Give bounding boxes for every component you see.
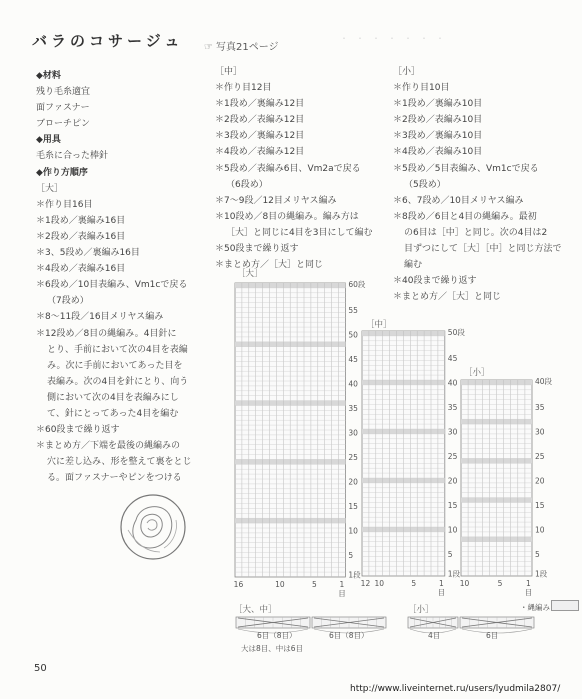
cable-legend-label: ・縄編み — [520, 603, 550, 612]
instruction-line: ＊12段め／8目の縄編み。4目針に — [36, 328, 177, 339]
instruction-line: 編む — [404, 260, 423, 271]
instruction-line: ＊40段まで繰り返す — [393, 276, 477, 287]
instruction-line: ＊5段め／5目表編み、Vm1cで戻る — [393, 163, 539, 174]
medium-row-tick-label: 40 — [447, 378, 458, 388]
cable-left-count: 6目（8目） — [257, 631, 297, 640]
large-row-tick-label: 25 — [348, 452, 358, 462]
large-row-tick-label: 10 — [348, 526, 358, 536]
small-row-tick-label: 20 — [535, 476, 545, 486]
instruction-line: ＊2段め／表編み12目 — [215, 115, 305, 126]
small-row-tick-label: 1段 — [535, 569, 548, 579]
instruction-line: ＊3段め／裏編み10目 — [393, 131, 483, 142]
instruction-line: ◆作り方順序 — [36, 167, 88, 178]
instruction-line: ＊10段め／8目の縄編み。編み方は — [215, 211, 359, 222]
instruction-line: 目ずつにして［大］［中］と同じ方法で — [404, 244, 562, 255]
small-col-tick-label: 10 — [459, 579, 470, 588]
large-col-tick-label: 10 — [275, 580, 285, 589]
medium-row-tick-label: 10 — [447, 525, 458, 535]
medium-col-unit: 目 — [437, 588, 446, 597]
large-row-tick-label: 35 — [348, 403, 358, 413]
large-row-tick-label: 45 — [348, 354, 358, 364]
instruction-line: ◆用具 — [36, 135, 61, 146]
instruction-line: ◆材料 — [36, 71, 61, 81]
cable-small-left-count: 4目 — [428, 631, 441, 640]
instruction-line: ＊4段め／表編み12目 — [215, 147, 305, 158]
instruction-line: ＊7～9段／12目メリヤス編み — [215, 195, 337, 206]
instruction-line: み。次に手前においてあった目を — [47, 360, 183, 371]
instruction-line: ＊3段め／裏編み12目 — [215, 131, 305, 142]
large-row-tick-label: 20 — [348, 477, 358, 487]
instruction-line: ＊1段め／裏編み12目 — [215, 99, 305, 110]
large-row-tick-label: 1段 — [348, 570, 361, 580]
small-col-tick-label: 1 — [526, 579, 531, 588]
instruction-line: 毛糸に合った棒針 — [36, 151, 109, 162]
large-row-tick-label: 40 — [348, 379, 358, 389]
instruction-line: （7段め） — [47, 296, 89, 307]
instruction-line: とり、手前において次の4目を表編 — [47, 344, 188, 355]
instruction-line: ［小］ — [393, 67, 421, 77]
chart-large-label: ［大］ — [237, 269, 263, 279]
medium-col-tick-label: 1 — [438, 579, 444, 588]
page-number: 50 — [34, 663, 47, 674]
page-title: バラのコサージュ — [32, 32, 184, 50]
small-row-tick-label: 10 — [535, 525, 545, 535]
faded-header-fragment: ・・・・・・・ — [340, 34, 452, 43]
instruction-line: ［大］ — [36, 183, 64, 194]
instruction-line: ＊60段まで繰り返す — [36, 425, 120, 436]
small-row-tick-label: 5 — [535, 549, 540, 559]
small-row-tick-label: 25 — [535, 451, 545, 461]
instruction-line: ＊2段め／表編み10目 — [393, 115, 483, 126]
instruction-line: ＊3、5段め／裏編み16目 — [36, 248, 140, 259]
instruction-line: ＊まとめ方／下端を最後の縄編みの — [36, 441, 181, 452]
chart-medium-label: ［中］ — [366, 320, 392, 330]
medium-row-tick-label: 20 — [447, 476, 458, 486]
small-row-tick-label: 30 — [535, 427, 545, 437]
medium-col-tick-label: 12 — [360, 579, 371, 588]
instruction-line: ブローチピン — [36, 119, 91, 130]
instruction-line: ＊4段め／表編み10目 — [393, 147, 483, 158]
medium-top-row-label: 50段 — [447, 328, 465, 337]
instruction-line: ＊まとめ方／［大］と同じ — [393, 292, 502, 303]
medium-row-tick-label: 1段 — [447, 569, 461, 579]
cable-small-right-count: 6目 — [486, 631, 499, 640]
instruction-line: ＊1段め／裏編み10目 — [393, 99, 483, 110]
instruction-line: ［大］と同じに4目を3目にして編む — [226, 227, 373, 238]
large-top-row-label: 60段 — [348, 280, 366, 289]
cable-diagram-small-label: ［小］ — [408, 605, 434, 615]
instruction-line: の6目は［中］と同じ。次の4目は2 — [404, 227, 548, 238]
medium-row-tick-label: 15 — [447, 500, 458, 510]
large-row-tick-label: 30 — [348, 428, 358, 438]
medium-row-tick-label: 25 — [447, 451, 458, 461]
medium-row-tick-label: 35 — [447, 402, 458, 412]
instruction-line: ＊1段め／裏編み16目 — [36, 215, 126, 226]
instruction-line: 残り毛糸適宜 — [36, 87, 91, 98]
instruction-line: 面ファスナー — [36, 103, 90, 114]
instruction-line: ＊まとめ方／［大］と同じ — [215, 260, 324, 271]
instruction-line: ＊5段め／表編み6目、Vm2aで戻る — [215, 163, 361, 174]
instruction-line: ＊6、7段め／10目メリヤス編み — [393, 195, 524, 206]
cable-note: 大は8目、中は6目 — [241, 644, 304, 653]
cable-right-count: 6目（8目） — [329, 631, 369, 640]
instruction-line: ［中］ — [215, 67, 243, 77]
medium-row-tick-label: 45 — [447, 353, 458, 363]
instruction-line: ＊2段め／表編み16目 — [36, 231, 126, 242]
footer-url: http://www.liveinternet.ru/users/lyudmila2807/ — [350, 684, 561, 694]
instruction-line: 穴に差し込み、形を整えて裏をとじ — [47, 457, 192, 468]
large-col-unit: 目 — [338, 589, 346, 598]
large-row-tick-label: 50 — [348, 330, 358, 340]
chart-small-label: ［小］ — [464, 368, 490, 378]
cable-legend-swatch — [551, 600, 579, 611]
instruction-line: ＊作り目10目 — [393, 83, 450, 94]
medium-col-tick-label: 5 — [411, 579, 417, 588]
instruction-line: て、針にとってあった4目を編む — [47, 408, 179, 419]
large-col-tick-label: 1 — [339, 580, 345, 589]
instruction-line: ＊50段まで繰り返す — [215, 244, 299, 255]
small-col-tick-label: 5 — [497, 579, 503, 588]
instruction-line: ＊4段め／表編み16目 — [36, 264, 126, 275]
cable-diagram-large-medium-label: ［大、中］ — [234, 605, 277, 615]
instruction-line: （6段め） — [226, 179, 268, 190]
instruction-line: ＊作り目12目 — [215, 83, 272, 94]
pointing-hand-icon: ☞ — [204, 42, 213, 53]
instruction-line: ＊6段め／10目表編み、Vm1cで戻る — [36, 280, 188, 291]
instruction-line: る。面ファスナーやピンをつける — [47, 473, 182, 484]
small-row-tick-label: 35 — [535, 402, 545, 412]
medium-row-tick-label: 30 — [447, 427, 458, 437]
large-col-tick-label: 5 — [311, 580, 317, 589]
large-row-tick-label: 55 — [348, 305, 358, 315]
medium-row-tick-label: 5 — [447, 549, 453, 559]
instruction-line: 表編み。次の4目を針にとり、向う — [47, 376, 189, 387]
photo-reference-text: 写真21ページ — [215, 42, 279, 53]
small-top-row-label: 40段 — [535, 377, 553, 386]
instruction-line: 側において次の4目を表編みにし — [47, 392, 179, 403]
instruction-line: ＊8段め／6目と4目の縄編み。最初 — [393, 211, 537, 222]
instruction-line: ＊作り目16目 — [36, 199, 93, 210]
small-col-unit: 目 — [524, 588, 533, 597]
small-row-tick-label: 15 — [535, 500, 545, 510]
large-row-tick-label: 5 — [348, 550, 354, 560]
medium-col-tick-label: 10 — [374, 579, 385, 588]
instruction-line: ＊8～11段／16目メリヤス編み — [36, 312, 164, 323]
instruction-line: （5段め） — [404, 179, 446, 190]
large-row-tick-label: 15 — [348, 501, 358, 511]
large-col-tick-label: 16 — [233, 580, 244, 589]
